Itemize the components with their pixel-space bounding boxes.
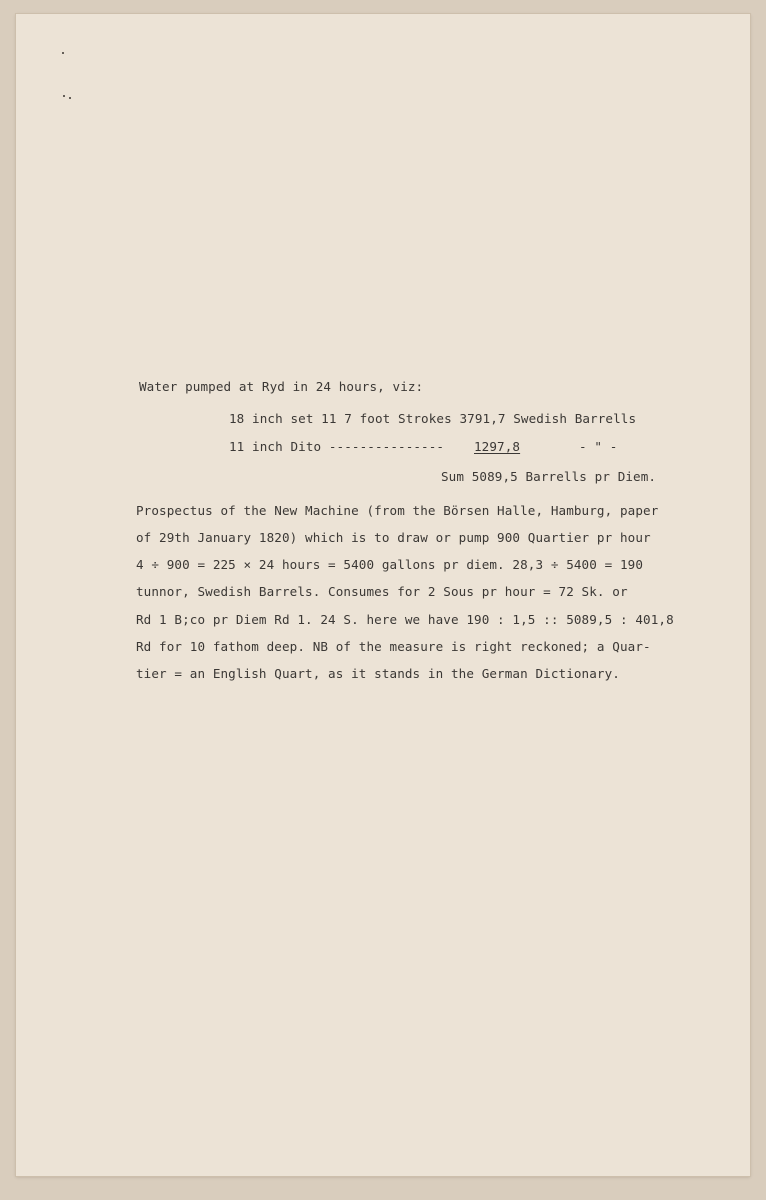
paper-speck xyxy=(69,97,71,99)
document-page xyxy=(16,14,750,1176)
prospectus-line-2: of 29th January 1820) which is to draw or pump 900 Quartier pr hour xyxy=(136,530,651,545)
prospectus-line-5: Rd 1 B;co pr Diem Rd 1. 24 S. here we have 190 : 1,5 :: 5089,5 : 401,8 xyxy=(136,612,674,627)
prospectus-line-6: Rd for 10 fathom deep. NB of the measure is right reckoned; a Quar- xyxy=(136,639,651,654)
paper-speck xyxy=(62,52,64,54)
sum-line: Sum 5089,5 Barrells pr Diem. xyxy=(441,469,657,484)
prospectus-line-4: tunnor, Swedish Barrels. Consumes for 2 Sous pr hour = 72 Sk. or xyxy=(136,584,628,599)
water-pumped-heading: Water pumped at Ryd in 24 hours, viz: xyxy=(139,379,424,394)
ditto-mark: - " - xyxy=(579,439,618,454)
paper-speck xyxy=(63,95,65,97)
row-11-inch-label: 11 inch Dito --------------- xyxy=(229,439,445,454)
row-18-inch: 18 inch set 11 7 foot Strokes 3791,7 Swedish Barrells xyxy=(229,411,637,426)
prospectus-line-3: 4 ÷ 900 = 225 × 24 hours = 5400 gallons pr diem. 28,3 ÷ 5400 = 190 xyxy=(136,557,644,572)
row-11-inch-value: 1297,8 xyxy=(474,439,521,454)
prospectus-line-7: tier = an English Quart, as it stands in the German Dictionary. xyxy=(136,666,620,681)
prospectus-line-1: Prospectus of the New Machine (from the Börsen Halle, Hamburg, paper xyxy=(136,503,659,518)
